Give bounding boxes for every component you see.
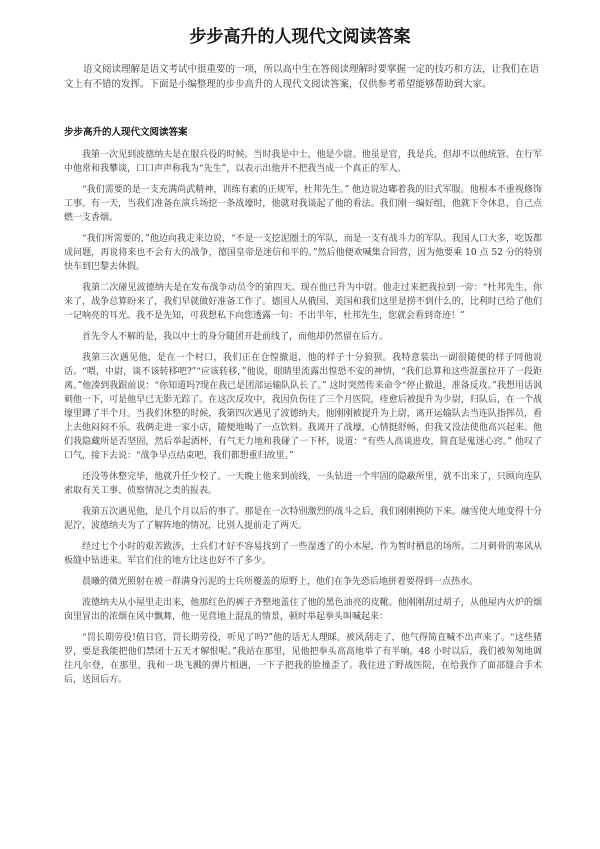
paragraph: “我们所需要的，”他边向我走来边说，“不是一支挖泥圈土的军队，而是一支有战斗力的军队。我国人口大多，吃饭都成问题，再说将来也不会有大的战争，德国皇帝是迷信和平的。”然后他便欢喊集合回营，因为他要乘 10 点 52 分的特别快车到巴黎去休假。 <box>64 234 542 272</box>
paragraph: “罚长期劳役!值日官，罚长期劳役，听见了吗?”他的话无人理睬。被风刮走了，他气得简直喊不出声来了。“这些猪罗，要是我能把他们禁闭十五天才解恨呢。”我站在那里，见他把拳头高高地举了有半晌。48 小时以后，我们被匆匆地调往凡尔登，在那里，我和一块飞溅的弹片相遇，一下子把我的脸撞歪了。我住进了野战医院，在给我作了面部缝合手术后，送回后方。 <box>64 633 542 685</box>
paragraph: 首先令人不解的是，我以中士的身分随团开赴前线了，而他却仍然留在后方。 <box>82 332 389 342</box>
paragraph: “我们需要的是一支充满尚武精神，训练有素的正规军，杜邦先生。” 他边说边嘟着我的旧式军服。他根本不重视修饰工事。有一天，当我们准备在演兵场挖一条战壕时，他就对我谈起了他的看法。我们刚一编好组，他就下令休息，自己点燃一支香烟。 <box>64 185 542 223</box>
paragraph: 我第三次遇见他，是在一个村口，我们正在仓惶撤退，他的样子十分狼狈。我特意装出一副很随便的样子同他说话。“喂，中尉，谈不该转移吧?”“应该转移，”他说，眼睛里流露出惶恐不安的神情，“我们总算和这些混蛋拉开了一段距离。”他凑到我跟前说：“你知道吗?现在我已是团部运输队队长了。” 这时突然传来命令“停止撤退，准备反攻。”我想用话讽刺他一下，可是他早已无影无踪了。在这次反攻中，我因负伤住了三个月医院，痊愈后被提升为少尉，归队后，在一个战壕里蹲了半个月。当我们休整的时候，我第四次遇见了波德纳夫。他刚刚被提升为上尉，离开运输队去当连队指挥员，看上去他闷闷不乐。我俩走进一家小店，随便地喝了一点饮料。我离开了战壕，心情挺舒畅，但我又没法使他高兴起来。他们我隐藏所是否坚固，然后举起酒杯，有气无力地和我碰了一下杯，说道：“有些人高谈进攻，简直是鬼迷心窍。” 他叹了口气，接下去说：“战争早点结束吧，我们都想重归故里。” <box>64 353 542 461</box>
paragraph: 我第二次碰见波德纳夫是在发布战争动员令的第四天。现在他已升为中尉。他走过来把我拉到一旁：“杜邦先生，你来了，战争总算盼来了，我们早就做好准备工作了。德国人从俄国、美国和我们这里是捞不到什么的，比利时已给了他们一记响亮的耳光。我不是先知，可我想私下向您透露一句：不出半年，杜邦先生，您就会看到奇迹！” <box>64 283 542 321</box>
page-title: 步步高升的人现代文阅读答案 <box>189 27 411 47</box>
paragraph: 经过七个小时的艰苦跋涉，士兵们才好不容易找到了一些湿透了的小木屋，作为暂时栖息的场所。二月刺骨的寒风从板缝中钻进来。军官们住的地方比这也好不了多少。 <box>64 542 542 566</box>
paragraph: 晨曦的微光照射在被一群满身污泥的士兵所覆盖的原野上，他们在争先恐后地拼着要得到一点热水。 <box>82 577 479 587</box>
paragraph: 我第一次见到波德纳夫是在服兵役的时候。当时我是中士，他是少尉。他虽是官，我是兵，但却不以他统管。在行军中他常和我攀谈，口口声声称我为“先生”，以表示出他并不把我当成一个真正的军人。 <box>64 150 542 174</box>
paragraph: 我第五次遇见他，是几个月以后的事了。那是在一次特别激烈的战斗之后，我们刚刚换防下来。融雪使大地变得十分泥泞，波德纳夫为了了解阵地的情况，比别人提前走了两天。 <box>64 507 542 531</box>
paragraph: 还没等休整完毕，他就升任少校了。一天晚上他来到前线，一头钻进一个牢固的隐蔽所里，就不出来了，只顾向连队索取有关工事、侦察情况之类的报表。 <box>64 472 542 496</box>
article-subtitle: 步步高升的人现代文阅读答案 <box>64 127 188 138</box>
intro-paragraph: 语文阅读理解是语文考试中很重要的一项，所以高中生在答阅读理解时要掌握一定的技巧和方法，让我们在语文上有不错的发挥。下面是小编整理的步步高升的人现代文阅读答案，仅供参考希望能够帮助到大家。 <box>64 64 540 90</box>
paragraph: 波德纳夫从小屋里走出来，他那红色的裤子齐整地盖住了他的黑色油亮的皮靴。他刚刚刮过胡子，从他屋内火炉的烟囱里冒出的浓烟在风中飘舞，他一见营地上混乱的情景，顿时举起拳头叫喊起来： <box>64 598 542 622</box>
article-body <box>64 148 542 838</box>
